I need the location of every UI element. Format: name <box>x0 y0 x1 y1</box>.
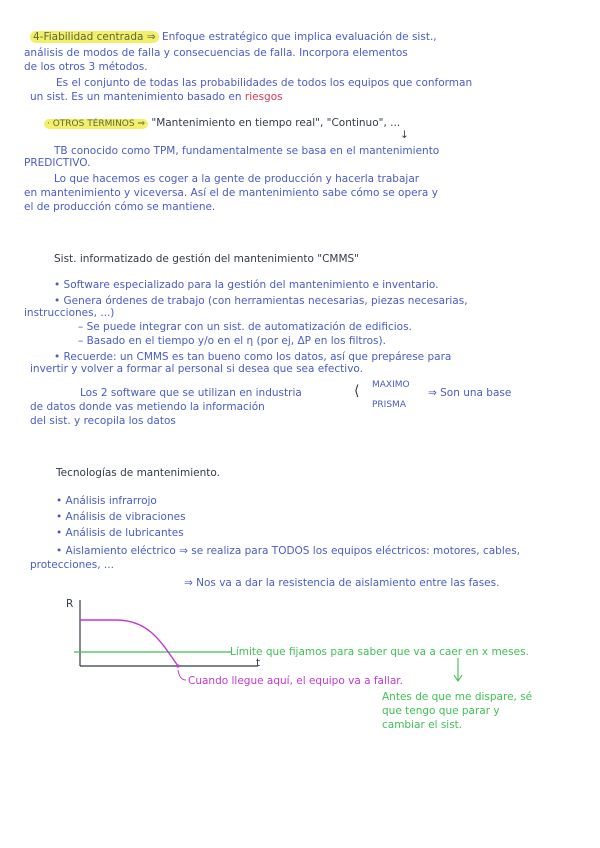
software-sentence-3: del sist. y recopila los datos <box>30 415 176 427</box>
cmms-recuerde-cont: invertir y volver a formar al personal si desea que sea efectivo. <box>30 363 363 375</box>
tecnologias-title: Tecnologías de mantenimiento. <box>56 467 220 479</box>
cmms-title: Sist. informatizado de gestión del mantenimiento "CMMS" <box>54 253 360 265</box>
fiabilidad-definition: Enfoque estratégico que implica evaluación de sist., <box>161 31 437 43</box>
section1-line4: Es el conjunto de todas las probabilidades de todos los equipos que conforman <box>56 77 473 89</box>
software-maximo: MAXIMO <box>372 380 410 390</box>
tec-item-infrarrojo: • Análisis infrarrojo <box>56 495 157 507</box>
graph-x-label: t <box>256 657 261 669</box>
tec-resistencia-note: ⇒ Nos va a dar la resistencia de aislamiento entre las fases. <box>184 577 500 589</box>
tec-item-vibraciones: • Análisis de vibraciones <box>56 511 186 523</box>
graph-fail-arrow <box>178 670 186 680</box>
otros-terminos-list: "Mantenimiento en tiempo real", "Continuo", ... <box>151 117 401 129</box>
section1-line10: el de producción cómo se mantiene. <box>24 201 216 213</box>
section1-line9: en mantenimiento y viceversa. Así el de mantenimiento sabe cómo se opera y <box>24 187 438 199</box>
risk-word: riesgos <box>244 91 283 103</box>
cmms-bullet-1: • Software especializado para la gestión del mantenimiento e inventario. <box>54 279 439 291</box>
graph-before-note-1: Antes de que me dispare, sé <box>382 691 533 703</box>
tec-item-aislamiento-cont: protecciones, ... <box>30 559 114 571</box>
graph-fail-note: Cuando llegue aquí, el equipo va a fallar. <box>188 675 403 687</box>
graph-limit-note: Límite que fijamos para saber que va a caer en x meses. <box>230 646 529 658</box>
cmms-sub-1: – Se puede integrar con un sist. de automatización de edificios. <box>78 321 412 333</box>
section1-line3: de los otros 3 métodos. <box>24 61 148 73</box>
graph-before-note-2: que tengo que parar y <box>382 705 500 717</box>
graph-fail-point <box>176 664 179 667</box>
cmms-bullet-2: • Genera órdenes de trabajo (con herramientas necesarias, piezas necesarias, <box>54 295 468 307</box>
continuo-arrow: ↓ <box>400 129 409 141</box>
cmms-bullet-2-cont: instrucciones, ...) <box>24 307 115 319</box>
software-sentence: Los 2 software que se utilizan en industria <box>80 387 302 399</box>
software-sentence-2: de datos donde vas metiendo la información <box>30 401 265 413</box>
fiabilidad-highlight: 4-Fiabilidad centrada ⇒ <box>30 31 159 43</box>
section1-line2: análisis de modos de falla y consecuencias de falla. Incorpora elementos <box>24 47 408 59</box>
graph-resistance-curve <box>80 620 178 666</box>
section1-line7: PREDICTIVO. <box>24 157 91 169</box>
section1-line8: Lo que hacemos es coger a la gente de producción y hacerla trabajar <box>54 173 420 185</box>
section1-line6: TB conocido como TPM, fundamentalmente se basa en el mantenimiento <box>54 145 440 157</box>
risk-sentence: un sist. Es un mantenimiento basado en <box>30 91 242 103</box>
cmms-recuerde: • Recuerde: un CMMS es tan bueno como los datos, así que prepárese para <box>54 351 452 363</box>
software-database: ⇒ Son una base <box>428 387 512 399</box>
otros-terminos-highlight: · OTROS TÉRMINOS ⇒ <box>44 119 148 129</box>
tec-item-aislamiento: • Aislamiento eléctrico ⇒ se realiza para TODOS los equipos eléctricos: motores, cables, <box>56 545 520 557</box>
software-prisma: PRISMA <box>372 400 406 410</box>
graph-y-label: R <box>66 598 74 610</box>
cmms-sub-2: – Basado en el tiempo y/o en el η (por ej, ΔP en los filtros). <box>78 335 386 347</box>
graph-before-note-3: cambiar el sist. <box>382 719 463 731</box>
software-brace: ⟨ <box>354 383 360 399</box>
tec-item-lubricantes: • Análisis de lubricantes <box>56 527 184 539</box>
